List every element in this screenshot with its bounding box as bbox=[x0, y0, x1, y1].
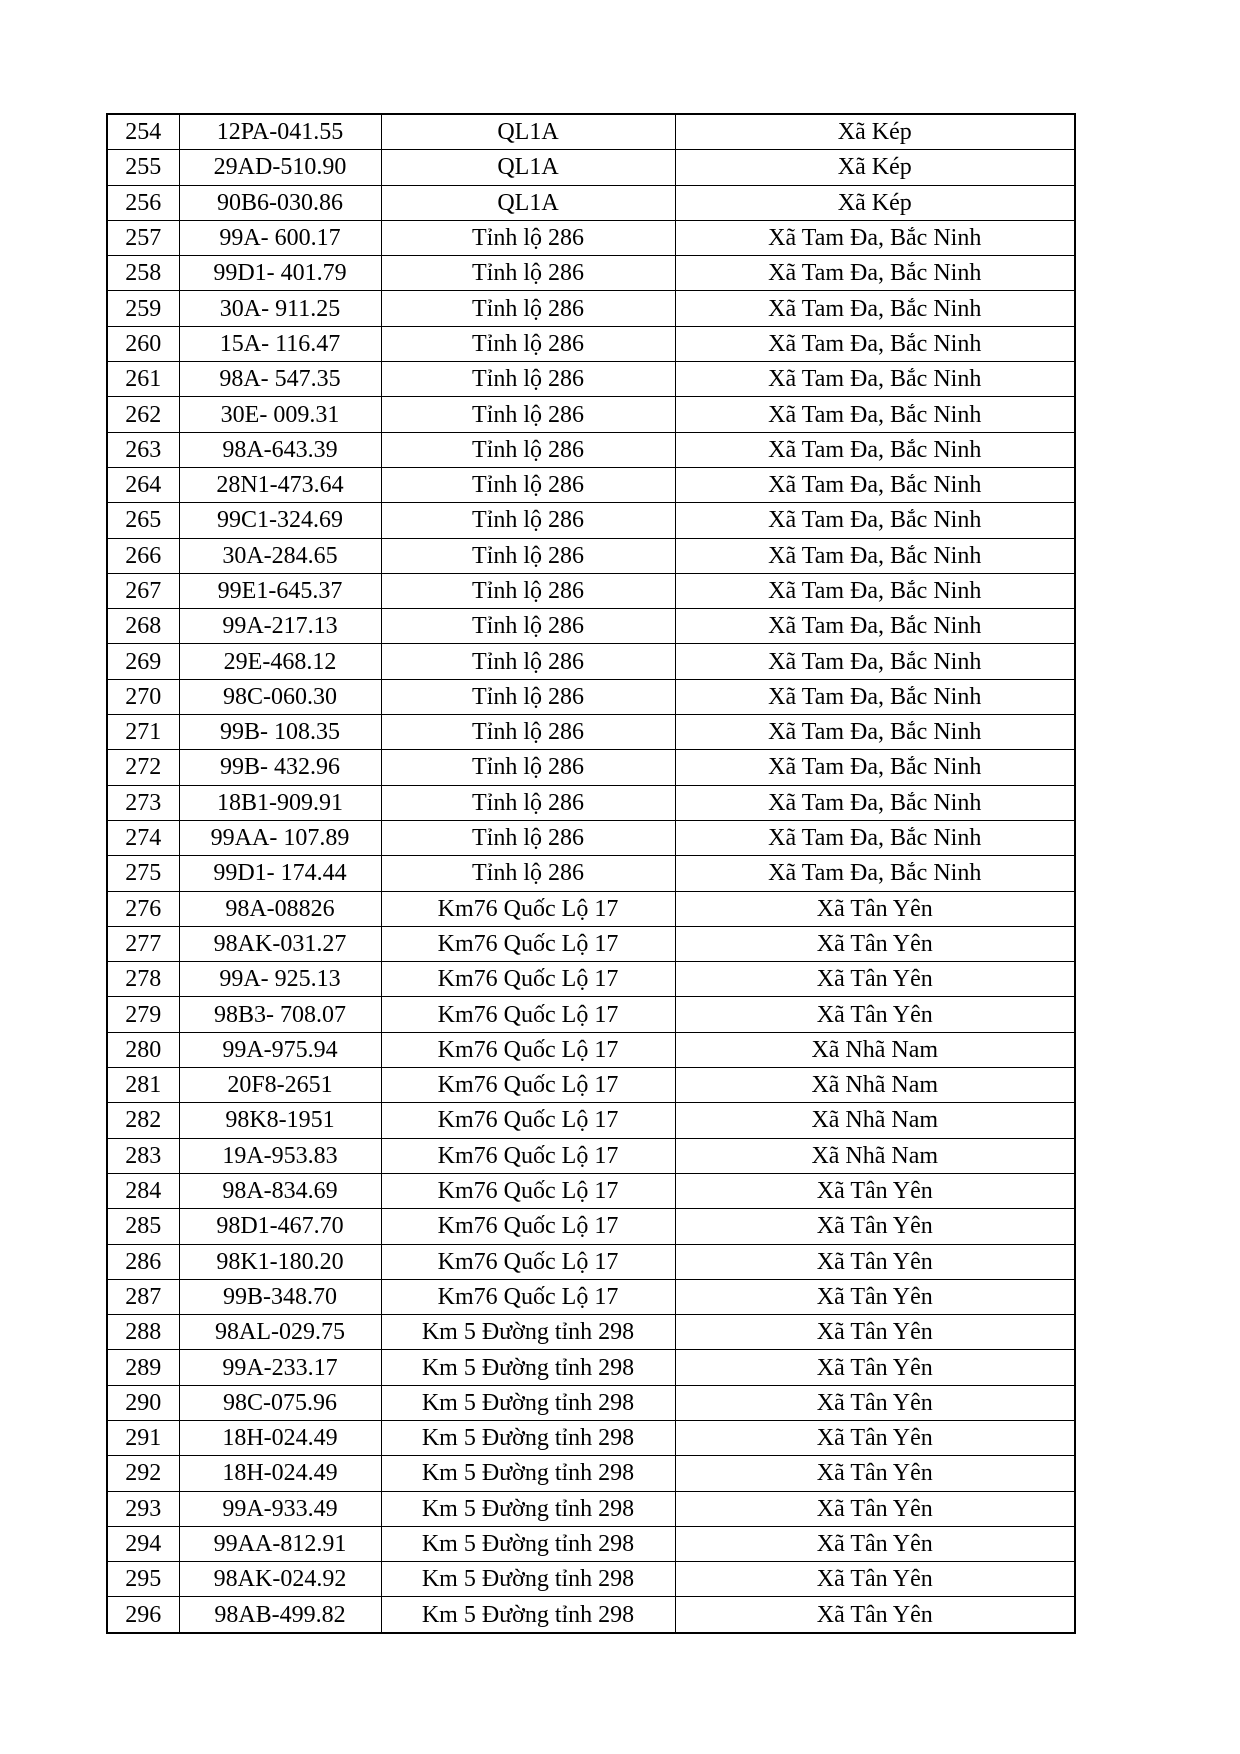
location-cell: Xã Tân Yên bbox=[675, 891, 1075, 926]
row-number-cell: 276 bbox=[107, 891, 179, 926]
license-plate-cell: 90B6-030.86 bbox=[179, 185, 381, 220]
location-cell: Xã Tân Yên bbox=[675, 1244, 1075, 1279]
license-plate-cell: 30E- 009.31 bbox=[179, 397, 381, 432]
road-cell: Km76 Quốc Lộ 17 bbox=[381, 1138, 675, 1173]
location-cell: Xã Tam Đa, Bắc Ninh bbox=[675, 432, 1075, 467]
table-row bbox=[107, 432, 1075, 467]
license-plate-cell: 18H-024.49 bbox=[179, 1420, 381, 1455]
location-cell: Xã Tam Đa, Bắc Ninh bbox=[675, 397, 1075, 432]
road-cell: Tỉnh lộ 286 bbox=[381, 820, 675, 855]
license-plate-cell: 30A-284.65 bbox=[179, 538, 381, 573]
road-cell: Tỉnh lộ 286 bbox=[381, 609, 675, 644]
location-cell: Xã Tân Yên bbox=[675, 1491, 1075, 1526]
license-plate-cell: 99A-233.17 bbox=[179, 1350, 381, 1385]
license-plate-cell: 99A- 925.13 bbox=[179, 962, 381, 997]
location-cell: Xã Tam Đa, Bắc Ninh bbox=[675, 467, 1075, 502]
location-cell: Xã Tam Đa, Bắc Ninh bbox=[675, 291, 1075, 326]
road-cell: Km76 Quốc Lộ 17 bbox=[381, 1209, 675, 1244]
license-plate-cell: 99A-975.94 bbox=[179, 1032, 381, 1067]
row-number-cell: 255 bbox=[107, 150, 179, 185]
table-row bbox=[107, 291, 1075, 326]
location-cell: Xã Tam Đa, Bắc Ninh bbox=[675, 820, 1075, 855]
table-row bbox=[107, 362, 1075, 397]
row-number-cell: 264 bbox=[107, 467, 179, 502]
row-number-cell: 286 bbox=[107, 1244, 179, 1279]
row-number-cell: 261 bbox=[107, 362, 179, 397]
license-plate-cell: 98AL-029.75 bbox=[179, 1315, 381, 1350]
road-cell: Km 5 Đường tỉnh 298 bbox=[381, 1597, 675, 1633]
location-cell: Xã Tân Yên bbox=[675, 1173, 1075, 1208]
location-cell: Xã Tam Đa, Bắc Ninh bbox=[675, 256, 1075, 291]
license-plate-cell: 20F8-2651 bbox=[179, 1068, 381, 1103]
license-plate-cell: 98K8-1951 bbox=[179, 1103, 381, 1138]
license-plate-cell: 98D1-467.70 bbox=[179, 1209, 381, 1244]
road-cell: Tỉnh lộ 286 bbox=[381, 291, 675, 326]
row-number-cell: 267 bbox=[107, 573, 179, 608]
location-cell: Xã Kép bbox=[675, 185, 1075, 220]
location-cell: Xã Tân Yên bbox=[675, 1209, 1075, 1244]
license-plate-cell: 98B3- 708.07 bbox=[179, 997, 381, 1032]
location-cell: Xã Tân Yên bbox=[675, 1385, 1075, 1420]
road-cell: Tỉnh lộ 286 bbox=[381, 715, 675, 750]
road-cell: Km 5 Đường tỉnh 298 bbox=[381, 1562, 675, 1597]
table-row bbox=[107, 750, 1075, 785]
row-number-cell: 288 bbox=[107, 1315, 179, 1350]
location-cell: Xã Tân Yên bbox=[675, 1526, 1075, 1561]
table-row bbox=[107, 467, 1075, 502]
row-number-cell: 287 bbox=[107, 1279, 179, 1314]
road-cell: Tỉnh lộ 286 bbox=[381, 856, 675, 891]
row-number-cell: 259 bbox=[107, 291, 179, 326]
table-row bbox=[107, 1209, 1075, 1244]
location-cell: Xã Tân Yên bbox=[675, 1350, 1075, 1385]
table-row bbox=[107, 1456, 1075, 1491]
road-cell: Tỉnh lộ 286 bbox=[381, 397, 675, 432]
location-cell: Xã Tam Đa, Bắc Ninh bbox=[675, 715, 1075, 750]
road-cell: Tỉnh lộ 286 bbox=[381, 679, 675, 714]
license-plate-cell: 99B- 108.35 bbox=[179, 715, 381, 750]
location-cell: Xã Tam Đa, Bắc Ninh bbox=[675, 856, 1075, 891]
location-cell: Xã Tân Yên bbox=[675, 1562, 1075, 1597]
license-plate-cell: 15A- 116.47 bbox=[179, 326, 381, 361]
license-plate-cell: 99B- 432.96 bbox=[179, 750, 381, 785]
location-cell: Xã Tam Đa, Bắc Ninh bbox=[675, 785, 1075, 820]
vehicle-table bbox=[106, 113, 1076, 1634]
road-cell: Tỉnh lộ 286 bbox=[381, 785, 675, 820]
table-row bbox=[107, 573, 1075, 608]
table-row bbox=[107, 538, 1075, 573]
row-number-cell: 279 bbox=[107, 997, 179, 1032]
row-number-cell: 285 bbox=[107, 1209, 179, 1244]
table-row bbox=[107, 1244, 1075, 1279]
road-cell: Tỉnh lộ 286 bbox=[381, 644, 675, 679]
table-row bbox=[107, 715, 1075, 750]
row-number-cell: 283 bbox=[107, 1138, 179, 1173]
road-cell: Tỉnh lộ 286 bbox=[381, 326, 675, 361]
location-cell: Xã Tam Đa, Bắc Ninh bbox=[675, 538, 1075, 573]
table-row bbox=[107, 220, 1075, 255]
row-number-cell: 272 bbox=[107, 750, 179, 785]
license-plate-cell: 99AA- 107.89 bbox=[179, 820, 381, 855]
row-number-cell: 275 bbox=[107, 856, 179, 891]
table-row bbox=[107, 1526, 1075, 1561]
table-row bbox=[107, 856, 1075, 891]
row-number-cell: 277 bbox=[107, 926, 179, 961]
location-cell: Xã Tam Đa, Bắc Ninh bbox=[675, 503, 1075, 538]
license-plate-cell: 98A-08826 bbox=[179, 891, 381, 926]
table-row bbox=[107, 1597, 1075, 1633]
table-row bbox=[107, 150, 1075, 185]
table-row bbox=[107, 820, 1075, 855]
license-plate-cell: 18H-024.49 bbox=[179, 1456, 381, 1491]
location-cell: Xã Tam Đa, Bắc Ninh bbox=[675, 326, 1075, 361]
table-row bbox=[107, 926, 1075, 961]
table-row bbox=[107, 503, 1075, 538]
table-row bbox=[107, 785, 1075, 820]
table-row bbox=[107, 1103, 1075, 1138]
road-cell: Tỉnh lộ 286 bbox=[381, 538, 675, 573]
table-row bbox=[107, 326, 1075, 361]
location-cell: Xã Tam Đa, Bắc Ninh bbox=[675, 220, 1075, 255]
row-number-cell: 256 bbox=[107, 185, 179, 220]
row-number-cell: 262 bbox=[107, 397, 179, 432]
location-cell: Xã Tân Yên bbox=[675, 1279, 1075, 1314]
row-number-cell: 263 bbox=[107, 432, 179, 467]
location-cell: Xã Nhã Nam bbox=[675, 1032, 1075, 1067]
road-cell: Km 5 Đường tỉnh 298 bbox=[381, 1350, 675, 1385]
road-cell: Km76 Quốc Lộ 17 bbox=[381, 962, 675, 997]
road-cell: Tỉnh lộ 286 bbox=[381, 750, 675, 785]
license-plate-cell: 18B1-909.91 bbox=[179, 785, 381, 820]
location-cell: Xã Tam Đa, Bắc Ninh bbox=[675, 644, 1075, 679]
row-number-cell: 284 bbox=[107, 1173, 179, 1208]
location-cell: Xã Tam Đa, Bắc Ninh bbox=[675, 362, 1075, 397]
road-cell: Km76 Quốc Lộ 17 bbox=[381, 1244, 675, 1279]
license-plate-cell: 12PA-041.55 bbox=[179, 114, 381, 150]
row-number-cell: 282 bbox=[107, 1103, 179, 1138]
row-number-cell: 281 bbox=[107, 1068, 179, 1103]
row-number-cell: 271 bbox=[107, 715, 179, 750]
license-plate-cell: 99D1- 174.44 bbox=[179, 856, 381, 891]
table-row bbox=[107, 1173, 1075, 1208]
license-plate-cell: 99C1-324.69 bbox=[179, 503, 381, 538]
table-row bbox=[107, 1350, 1075, 1385]
license-plate-cell: 98AK-031.27 bbox=[179, 926, 381, 961]
table-row bbox=[107, 679, 1075, 714]
location-cell: Xã Tam Đa, Bắc Ninh bbox=[675, 609, 1075, 644]
license-plate-cell: 98C-060.30 bbox=[179, 679, 381, 714]
row-number-cell: 268 bbox=[107, 609, 179, 644]
road-cell: Km76 Quốc Lộ 17 bbox=[381, 926, 675, 961]
table-body bbox=[107, 114, 1075, 1633]
table-row bbox=[107, 256, 1075, 291]
license-plate-cell: 29AD-510.90 bbox=[179, 150, 381, 185]
road-cell: Tỉnh lộ 286 bbox=[381, 220, 675, 255]
location-cell: Xã Tam Đa, Bắc Ninh bbox=[675, 679, 1075, 714]
road-cell: Km 5 Đường tỉnh 298 bbox=[381, 1491, 675, 1526]
license-plate-cell: 98C-075.96 bbox=[179, 1385, 381, 1420]
license-plate-cell: 99E1-645.37 bbox=[179, 573, 381, 608]
license-plate-cell: 19A-953.83 bbox=[179, 1138, 381, 1173]
road-cell: Km76 Quốc Lộ 17 bbox=[381, 891, 675, 926]
road-cell: Km 5 Đường tỉnh 298 bbox=[381, 1456, 675, 1491]
location-cell: Xã Tân Yên bbox=[675, 962, 1075, 997]
license-plate-cell: 29E-468.12 bbox=[179, 644, 381, 679]
road-cell: Km76 Quốc Lộ 17 bbox=[381, 1279, 675, 1314]
location-cell: Xã Nhã Nam bbox=[675, 1103, 1075, 1138]
license-plate-cell: 99B-348.70 bbox=[179, 1279, 381, 1314]
table-row bbox=[107, 1562, 1075, 1597]
location-cell: Xã Kép bbox=[675, 114, 1075, 150]
row-number-cell: 254 bbox=[107, 114, 179, 150]
road-cell: Tỉnh lộ 286 bbox=[381, 573, 675, 608]
table-row bbox=[107, 185, 1075, 220]
road-cell: Tỉnh lộ 286 bbox=[381, 503, 675, 538]
table-row bbox=[107, 962, 1075, 997]
row-number-cell: 269 bbox=[107, 644, 179, 679]
location-cell: Xã Nhã Nam bbox=[675, 1068, 1075, 1103]
row-number-cell: 258 bbox=[107, 256, 179, 291]
road-cell: QL1A bbox=[381, 185, 675, 220]
location-cell: Xã Tân Yên bbox=[675, 1420, 1075, 1455]
license-plate-cell: 99A-933.49 bbox=[179, 1491, 381, 1526]
road-cell: Tỉnh lộ 286 bbox=[381, 362, 675, 397]
row-number-cell: 294 bbox=[107, 1526, 179, 1561]
table-row bbox=[107, 997, 1075, 1032]
row-number-cell: 291 bbox=[107, 1420, 179, 1455]
road-cell: QL1A bbox=[381, 114, 675, 150]
location-cell: Xã Tân Yên bbox=[675, 997, 1075, 1032]
row-number-cell: 257 bbox=[107, 220, 179, 255]
location-cell: Xã Nhã Nam bbox=[675, 1138, 1075, 1173]
row-number-cell: 260 bbox=[107, 326, 179, 361]
table-row bbox=[107, 1068, 1075, 1103]
table-row bbox=[107, 1420, 1075, 1455]
license-plate-cell: 98AB-499.82 bbox=[179, 1597, 381, 1633]
license-plate-cell: 99A-217.13 bbox=[179, 609, 381, 644]
road-cell: Tỉnh lộ 286 bbox=[381, 432, 675, 467]
license-plate-cell: 99A- 600.17 bbox=[179, 220, 381, 255]
road-cell: Km 5 Đường tỉnh 298 bbox=[381, 1385, 675, 1420]
row-number-cell: 270 bbox=[107, 679, 179, 714]
location-cell: Xã Tam Đa, Bắc Ninh bbox=[675, 573, 1075, 608]
table-row bbox=[107, 1315, 1075, 1350]
row-number-cell: 296 bbox=[107, 1597, 179, 1633]
table-row bbox=[107, 1491, 1075, 1526]
table-row bbox=[107, 891, 1075, 926]
license-plate-cell: 98A-834.69 bbox=[179, 1173, 381, 1208]
license-plate-cell: 30A- 911.25 bbox=[179, 291, 381, 326]
row-number-cell: 266 bbox=[107, 538, 179, 573]
location-cell: Xã Tân Yên bbox=[675, 1597, 1075, 1633]
row-number-cell: 265 bbox=[107, 503, 179, 538]
road-cell: QL1A bbox=[381, 150, 675, 185]
table-row bbox=[107, 644, 1075, 679]
row-number-cell: 292 bbox=[107, 1456, 179, 1491]
location-cell: Xã Tam Đa, Bắc Ninh bbox=[675, 750, 1075, 785]
road-cell: Km76 Quốc Lộ 17 bbox=[381, 1173, 675, 1208]
road-cell: Km 5 Đường tỉnh 298 bbox=[381, 1315, 675, 1350]
table-row bbox=[107, 1138, 1075, 1173]
row-number-cell: 295 bbox=[107, 1562, 179, 1597]
table-row bbox=[107, 1385, 1075, 1420]
row-number-cell: 274 bbox=[107, 820, 179, 855]
road-cell: Tỉnh lộ 286 bbox=[381, 467, 675, 502]
license-plate-cell: 98AK-024.92 bbox=[179, 1562, 381, 1597]
road-cell: Tỉnh lộ 286 bbox=[381, 256, 675, 291]
row-number-cell: 278 bbox=[107, 962, 179, 997]
road-cell: Km76 Quốc Lộ 17 bbox=[381, 1032, 675, 1067]
location-cell: Xã Kép bbox=[675, 150, 1075, 185]
row-number-cell: 289 bbox=[107, 1350, 179, 1385]
row-number-cell: 273 bbox=[107, 785, 179, 820]
road-cell: Km 5 Đường tỉnh 298 bbox=[381, 1420, 675, 1455]
row-number-cell: 293 bbox=[107, 1491, 179, 1526]
road-cell: Km 5 Đường tỉnh 298 bbox=[381, 1526, 675, 1561]
table-row bbox=[107, 1279, 1075, 1314]
license-plate-cell: 28N1-473.64 bbox=[179, 467, 381, 502]
location-cell: Xã Tân Yên bbox=[675, 1315, 1075, 1350]
table-row bbox=[107, 114, 1075, 150]
license-plate-cell: 98K1-180.20 bbox=[179, 1244, 381, 1279]
license-plate-cell: 99AA-812.91 bbox=[179, 1526, 381, 1561]
location-cell: Xã Tân Yên bbox=[675, 926, 1075, 961]
license-plate-cell: 98A-643.39 bbox=[179, 432, 381, 467]
table-row bbox=[107, 1032, 1075, 1067]
road-cell: Km76 Quốc Lộ 17 bbox=[381, 1068, 675, 1103]
license-plate-cell: 98A- 547.35 bbox=[179, 362, 381, 397]
row-number-cell: 280 bbox=[107, 1032, 179, 1067]
row-number-cell: 290 bbox=[107, 1385, 179, 1420]
table-row bbox=[107, 397, 1075, 432]
license-plate-cell: 99D1- 401.79 bbox=[179, 256, 381, 291]
table-row bbox=[107, 609, 1075, 644]
road-cell: Km76 Quốc Lộ 17 bbox=[381, 1103, 675, 1138]
location-cell: Xã Tân Yên bbox=[675, 1456, 1075, 1491]
road-cell: Km76 Quốc Lộ 17 bbox=[381, 997, 675, 1032]
